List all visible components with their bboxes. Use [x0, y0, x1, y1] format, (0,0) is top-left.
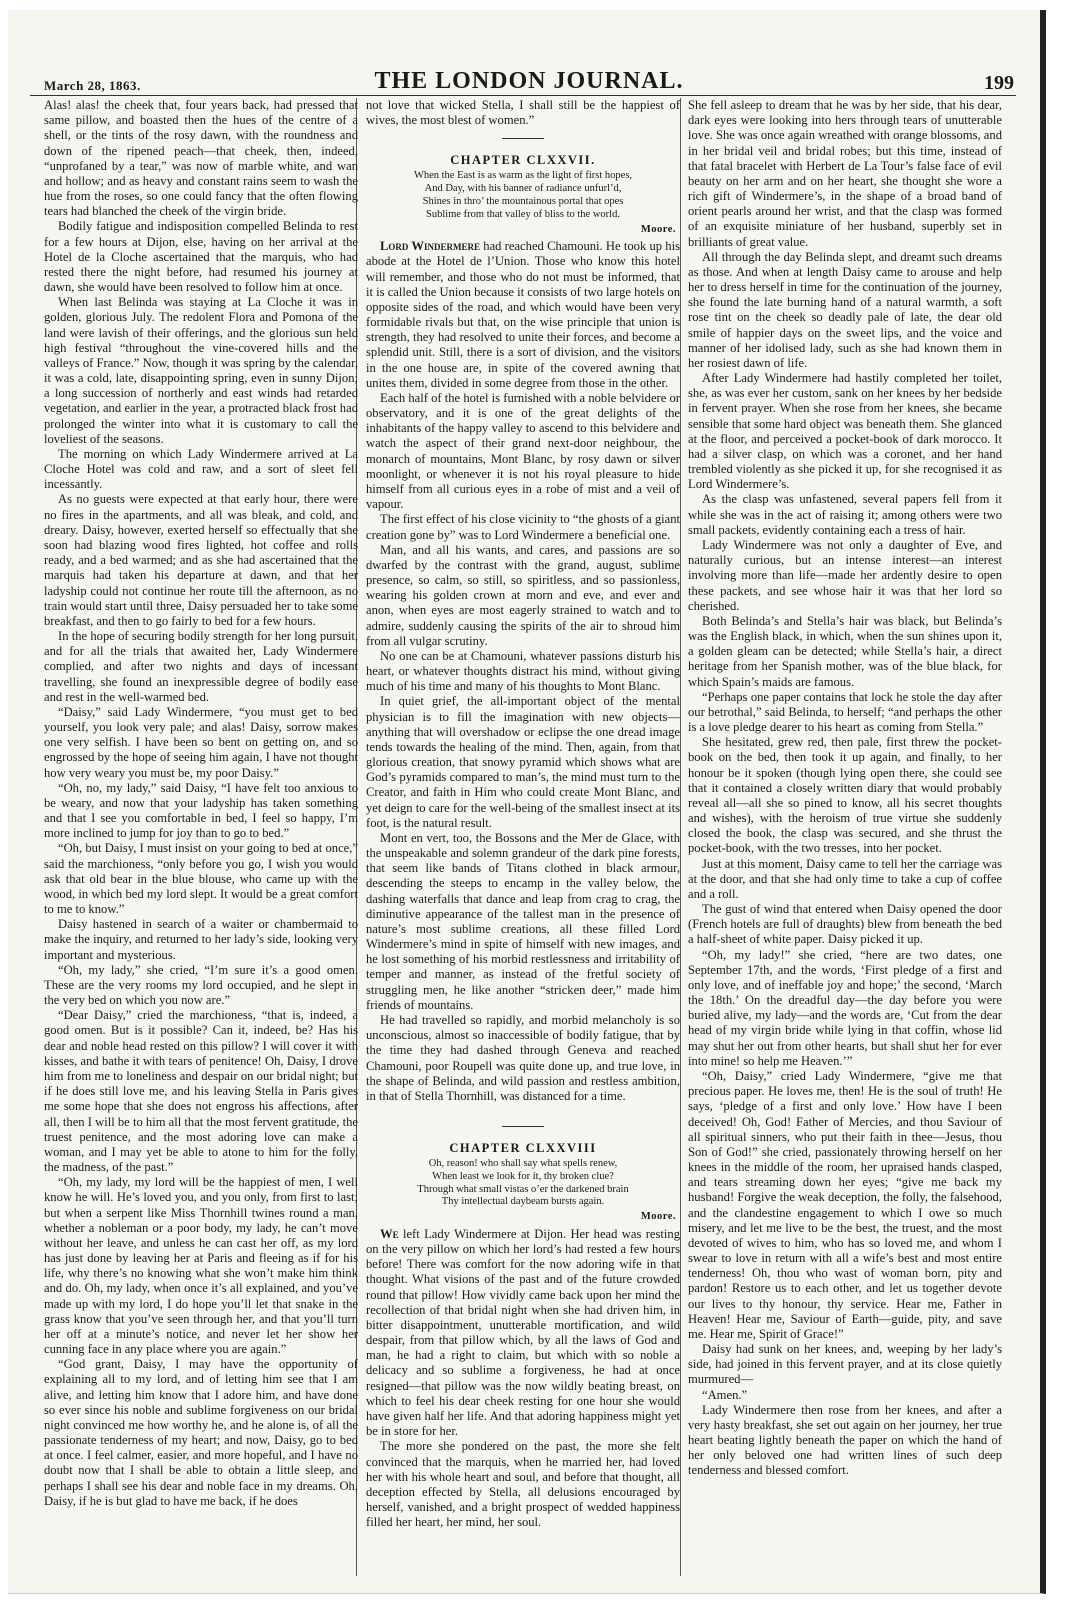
- paragraph: As no guests were expected at that early hour, there were no fires in the apartments, and all was bleak, and cold, and dreary. Daisy, however, exerted herself so effectually that she soon had blazing wood fires lighted, hot coffee and rolls ready, and a bed warmed; and as she had ascertained that the marquis had taken his departure at dawn, and that her ladyship could not continue her route till the afternoon, as no train would start until three, Daisy persuaded her to take some breakfast, and then to go fairly to bed for a few hours.: [44, 492, 358, 628]
- paragraph: Bodily fatigue and indisposition compelled Belinda to rest for a few hours at Dijon, else, having on her arrival at the Hotel de la Cloche ascertained that the marquis, who had rested there the night before, had resumed his journey at dawn, she would have been resolved to follow him at once.: [44, 219, 358, 295]
- chapter-lead-words: Lord Windermere: [380, 239, 481, 254]
- paragraph: Man, and all his wants, and cares, and passions are so dwarfed by the contrast with the grand, august, sublime presence, so calm, so still, so spiritless, and so passionless, wearing his golden crown at morn and eve, and ever and anon, when eyes are most eagerly strained to watch and to admire, suddenly causing the spirits of the air to shroud him from all vulgar scrutiny.: [366, 542, 680, 648]
- paragraph: The gust of wind that entered when Daisy opened the door (French hotels are full of draughts) blew from beneath the bed a half-sheet of white paper. Daisy picked it up.: [688, 902, 1002, 947]
- chapter-heading: CHAPTER CLXXVII.: [450, 153, 596, 168]
- paragraph: Just at this moment, Daisy came to tell her the carriage was at the door, and that she had only time to take a cup of coffee and a roll.: [688, 856, 1002, 901]
- paragraph: He had travelled so rapidly, and morbid melancholy is so unconscious, almost so inaccessible of bodily fatigue, that by the time they had dashed through Geneva and reached Chamouni, poor Roupell was quite done up, and true love, in the shape of Belinda, and wild passion and restless ambition, in that of Stella Thornhill, was distanced for a time.: [366, 1013, 680, 1103]
- paragraph: When last Belinda was staying at La Cloche it was in golden, glorious July. The redolent Flora and Pomona of the land were lavish of their offerings, and the glorious sun held high festival “throughout the vine-covered hills and the valleys of France.” Now, though it was spring by the calendar, it was a cold, late, disappointing spring, even in sunny Dijon; a long succession of northerly and east winds had retarded vegetation, and earlier in the year, a protracted black frost had prolonged the winter into what it is customary to call the loveliest of the seasons.: [44, 295, 358, 446]
- paragraph: Lady Windermere then rose from her knees, and after a very hasty breakfast, she set out again on her journey, her true heart beating lightly beneath the paper on which the hand of her only beloved one had written lines of such deep tenderness and blessed comfort.: [688, 1402, 1002, 1478]
- epigraph-line: Oh, reason! who shall say what spells renew,: [428, 1158, 618, 1170]
- paragraph: [366, 239, 680, 391]
- paragraph: Each half of the hotel is furnished with a noble belvidere or observatory, and it is one of the great delights of the inhabitants of the happy valley to ascend to this belvidere and watch the aspect of their grand next-door neighbour, the monarch of mountains, Mont Blanc, by rosy dawn or silver moonlight, or whenever it is not his royal pleasure to hide himself from all curious eyes in a robe of mist and a veil of vapour.: [366, 390, 680, 512]
- epigraph: [366, 170, 680, 221]
- column-1: [44, 98, 358, 1576]
- paragraph: Mont en vert, too, the Bossons and the Mer de Glace, with the unspeakable and solemn grandeur of the dark pine forests, that seem like bands of Titans clothed in black armour, descending the steeps to encamp in the valley below, the dashing waterfalls that dance and leap from crag to crag, the diminutive appearance of the tallest man in the presence of nature’s most sublime creations, all these filled Lord Windermere’s mind in spite of himself with new images, and he lost something of his morbid restlessness and irritability of temper and manner, as instead of the fretful society of struggling men, he like another “stricken deer,” made him friends of mountains.: [366, 830, 680, 1012]
- paragraph: Daisy hastened in search of a waiter or chambermaid to make the inquiry, and returned to her lady’s side, looking very important and mysterious.: [44, 917, 358, 962]
- column-divider: [680, 98, 681, 1576]
- chapter-lead-words: We: [380, 1226, 399, 1241]
- paragraph: In the hope of securing bodily strength for her long pursuit, and for all the trials that awaited her, Lady Windermere complied, and after two nights and days of incessant travelling, she found an inexpressible degree of bodily ease and rest in the well-warmed bed.: [44, 629, 358, 704]
- paragraph: No one can be at Chamouni, whatever passions disturb his heart, or whatever thoughts distract his mind, without giving much of his time and many of his thoughts to Mont Blanc.: [366, 648, 680, 694]
- paragraph: Alas! alas! the cheek that, four years back, had pressed that same pillow, and boasted then the hues of the centre of a shell, or the tints of the rosy dawn, with the roundness and down of the ripened peach—that cheek, then, indeed, “unprofaned by a tear,” was now of marble white, and wan and hollow; and as heavy and constant rains seem to wash the hue from the roses, so one could fancy that the often flowing tears had blanched the cheek of the virgin bride.: [44, 98, 358, 219]
- paragraph: All through the day Belinda slept, and dreamt such dreams as those. And when at length Daisy came to arouse and help her to dress herself in time for the continuation of the journey, she found the late burning hand of a natural warmth, a soft rose tint on the cheek so deadly pale of late, the dear old smile of happier days on the sweet lips, and the voice and manner of her idolised lady, such as she had known them in her rosiest dawn of life.: [688, 249, 1002, 370]
- paragraph: After Lady Windermere had hastily completed her toilet, she, as was ever her custom, sank on her knees by her bedside in fervent prayer. When she rose from her knees, she became sensible that some hard object was beneath them. She glanced at the floor, and perceived a pocket-book of dark morocco. It had a silver clasp, on which was a coronet, and her hand trembled violently as she picked it up, for she recognised it as Lord Windermere’s.: [688, 371, 1002, 492]
- journal-title: THE LONDON JOURNAL.: [374, 68, 684, 94]
- chapter-heading: CHAPTER CLXXVIII: [449, 1141, 597, 1156]
- paragraph: Both Belinda’s and Stella’s hair was black, but Belinda’s was the English black, in which, when the sun shines upon it, a golden gleam can be detected; while Stella’s hair, a direct heritage from her Spanish mother, was of the blue black, for which Spain’s maids are famous.: [688, 613, 1002, 689]
- paragraph: [366, 1227, 680, 1439]
- epigraph-attribution: Moore.: [640, 1211, 676, 1223]
- chapter-divider: [502, 138, 544, 139]
- paragraph: “Perhaps one paper contains that lock he stole the day after our betrothal,” said Belinda, to herself; “and perhaps the other is a love pledge dearer to his heart as coming from Stella.”: [688, 689, 1002, 735]
- paragraph: “God grant, Daisy, I may have the opportunity of explaining all to my lord, and of letting him see that I am alive, and letting him know that I adore him, and have done so ever since his noble and sublime forgiveness on our bridal night convinced me how worthy he, and he alone is, of all the passionate tenderness of my heart; and now, Daisy, go to bed at once. I feel calmer, easier, and more hopeful, and I have no doubt now that I shall be able to obtain a little sleep, and perhaps I shall see his dear and noble face in my dreams. Oh, Daisy, if he is but glad to have me back, if he does: [44, 1357, 358, 1508]
- epigraph-line: Sublime from that valley of bliss to the world.: [426, 208, 620, 220]
- epigraph-line: Shines in thro’ the mountainous portal that opes: [422, 196, 624, 207]
- epigraph-attribution: Moore.: [640, 223, 676, 235]
- paragraph: “Oh, Daisy,” cried Lady Windermere, “give me that precious paper. He loves me, then! He is the soul of truth! He says, ‘pledge of a first and only love.’ How have I been deceived! Oh, God! Father of Mercies, and thou Saviour of all spiritual sinners, who put their faith in thee—Jesus, thou Son of God!” she cried, passionately throwing herself on her knees in the middle of the room, her upraised hands clasped, and tears streaming down her eyes; “give me back my husband! Forgive the weak deception, the folly, the falsehood, and the clandestine engagement to which I owe so much misery, and let me live to be the best, the truest, and the most devoted of wives to him, who has so loved me, and whom I swear to love in return with all a wife’s best and most entire tenderness! Oh, thou who wast of woman born, pity and pardon! Restore us to each other, and let us together devote our lives to thy honour, thy service. Hear me, Father in Heaven! Hear me, Saviour of Earth—guide, pity, and save me. Hear me, Spirit of Grace!”: [688, 1069, 1002, 1341]
- chapter-body: [366, 1227, 680, 1530]
- paragraph-text: had reached Chamouni. He took up his abode at the Hotel de l’Union. Those who know this hotel will remember, and those who do not must be informed, that it is called the Union because it consists of two large hotels on opposite sides of the road, and which would have been very formidable rivals but that, on the wise principle that union is strength, they had resolved to unite their forces, and become a splendid unit. Still, there is a sort of division, and the visitors in the one house are, in spite of the covered awning that unites them, divided in some degree from those in the other.: [366, 239, 680, 390]
- paragraph: “Oh, but Daisy, I must insist on your going to bed at once,” said the marchioness, “only before you go, I wish you would ask that old bear in the blue blouse, who came up with the wood, in which bed my lord slept. It would be a great comfort to me to know.”: [44, 841, 358, 917]
- chapter-divider: [502, 1126, 544, 1127]
- epigraph-line: And Day, with his banner of radiance unfurl’d,: [424, 183, 622, 195]
- paragraph: “Daisy,” said Lady Windermere, “you must get to bed yourself, you look very pale; and alas! Daisy, sorrow makes one very selfish. I have been so bent on getting on, and so engrossed by the hope of seeing him again, I have not thought how very weary you must be, my poor Daisy.”: [44, 704, 358, 780]
- paragraph: “Oh, my lady, my lord will be the happiest of men, I well know he will. He’s loved you, and you only, from first to last; but when a serpent like Miss Thornhill twines round a man, whether a nobleman or a poor body, my lady, he can’t move without her leave, and unless he can cast her off, as my lord has just done by leaving her at Paris and fleeing as if for his life, why there’s no knowing what she won’t make him think and do. Oh, my lady, when once it’s all explained, and you’ve made up with my lord, I do hope you’ll let that snake in the grass know that you’ve seen through her, and that you’ll turn her off at a minute’s notice, and never let her show her cunning face in any place where you are again.”: [44, 1175, 358, 1357]
- epigraph-line: Through what small vistas o’er the darkened brain: [417, 1183, 629, 1195]
- header-rule: [30, 95, 1016, 96]
- paragraph: In quiet grief, the all-important object of the mental physician is to fill the imagination with new objects—anything that will overshadow or eclipse the one dread image tends towards the healing of the mind. Then, again, from that glorious creation, that snowy pyramid which shows what are God’s pyramids compared to man’s, the mind must turn to the Creator, and faith in Him who could create Mont Blanc, and yet deign to care for the well-being of the smallest insect at its foot, is the natural result.: [366, 694, 680, 830]
- paragraph: Daisy had sunk on her knees, and, weeping by her lady’s side, had joined in this fervent prayer, and at its close quietly murmured—: [688, 1342, 1002, 1387]
- paragraph: Lady Windermere was not only a daughter of Eve, and naturally curious, but an intense interest—an interest involving more than life—made her ardently desire to open these packets, and see whose hair it was that her lord so cherished.: [688, 537, 1002, 613]
- paragraph: “Dear Daisy,” cried the marchioness, “that is, indeed, a good omen. But is it possible? Can it, indeed, be? Has his dear and noble head rested on this pillow? I will cover it with kisses, and bathe it with tears of penitence! Oh, Daisy, I drove him from me to loneliness and despair on our bridal night; but if he does still love me, and his leaving Stella in Paris gives me some hope that she does not engross his affections, after all, then I will be to him all that the most fervent gratitude, the truest penitence, and the most adoring love can make a woman, and I may yet be able to atone to him for the folly, the madness, of the past.”: [44, 1008, 358, 1175]
- column-2: [366, 98, 680, 1576]
- epigraph: [366, 1158, 680, 1209]
- page-number: 199: [984, 72, 1014, 94]
- epigraph-line: When the East is as warm as the light of first hopes,: [413, 170, 633, 182]
- paragraph-text: left Lady Windermere at Dijon. Her head was resting on the very pillow on which her lord’s had rested a few hours before! There was comfort for the now adoring wife in that thought. What visions of the past and of the future crowded round that pillow! How vividly came back upon her mind the recollection of that bridal night when she had driven him, in bitter disappointment, unutterable mortification, and wild despair, from that pillow which, by all the laws of God and man, he had a right to claim, but which with so noble a delicacy and so sublime a forgiveness, he had at once resigned—that pillow was the now wildly beating breast, on which to feel his dear cheek resting for one hour she would have given half her life. And that adoring happiness might yet be in store for her.: [366, 1226, 680, 1439]
- paragraph: The morning on which Lady Windermere arrived at La Cloche Hotel was cold and raw, and a sort of sleet fell incessantly.: [44, 446, 358, 492]
- epigraph-line: Thy intellectual daybeam bursts again.: [441, 1196, 605, 1208]
- paragraph: “Amen.”: [702, 1387, 748, 1402]
- chapter-body: [366, 239, 680, 1104]
- paragraph: She hesitated, grew red, then pale, first threw the pocket-book on the bed, then took it up again, and finally, to her honour be it spoken (though lying open there, she could see that it contained a closely written diary that would probably reveal all—all she so pined to know, all his secret thoughts and wishes), with the heroism of true virtue she suddenly closed the book, the clasp was secured, and she thrust the pocket-book, with the two tresses, into her pocket.: [688, 735, 1002, 856]
- paragraph: “Oh, my lady!” she cried, “here are two dates, one September 17th, and the words, ‘First pledge of a first and only love, and of ineffable joy and hope;’ the second, ‘March the 18th.’ On the dreadful day—the day before you were buried alive, my lady—and the words are, ‘Cut from the dear head of my virgin bride while lying in that coffin, whose lid may shut her out from other hearts, but shall shut her for ever into mine! so help me Heaven.’”: [688, 947, 1002, 1068]
- column-3: [688, 98, 1002, 1576]
- paragraph: “Oh, my lady,” she cried, “I’m sure it’s a good omen. These are the very rooms my lord occupied, and he slept in the very bed on which you now are.”: [44, 962, 358, 1008]
- issue-date: March 28, 1863.: [44, 78, 141, 93]
- paragraph: As the clasp was unfastened, several papers fell from it while she was in the act of raising it; among others were two small packets, evidently containing each a tress of hair.: [688, 492, 1002, 537]
- masthead: [34, 62, 1024, 102]
- paragraph: The more she pondered on the past, the more she felt convinced that the marquis, when he married her, had loved her with his whole heart and soul, and before that thought, all deception effected by Stella, all delusions encouraged by herself, vanished, and a bright prospect of wedded happiness filled her heart, her mind, her soul.: [366, 1439, 680, 1530]
- paragraph: She fell asleep to dream that he was by her side, that his dear, dark eyes were looking into hers through tears of unutterable love. She was once again wreathed with orange blossoms, and in her bridal veil and bridal robes; but this time, instead of that fatal bracelet with Herbert de La Tour’s false face of evil beauty on her arm and on her heart, she thought she wore a rich gift of Windermere’s, in the shape of a broad band of orient pearls around her wrist, and that the clasp was formed of an exquisite miniature of her husband, superbly set in brilliants of great value.: [688, 98, 1002, 249]
- paragraph: The first effect of his close vicinity to “the ghosts of a giant creation gone by” was to Lord Windermere a beneficial one.: [366, 512, 680, 542]
- epigraph-line: When least we look for it, thy broken clue?: [432, 1170, 614, 1182]
- continued-paragraph: not love that wicked Stella, I shall still be the happiest of wives, the most blest of women.”: [366, 98, 680, 128]
- paragraph: “Oh, no, my lady,” said Daisy, “I have felt too anxious to be weary, and now that your ladyship has taken something and that I see you comfortable in bed, I feel so happy, I’m more inclined to jump for joy than to go to bed.”: [44, 780, 358, 841]
